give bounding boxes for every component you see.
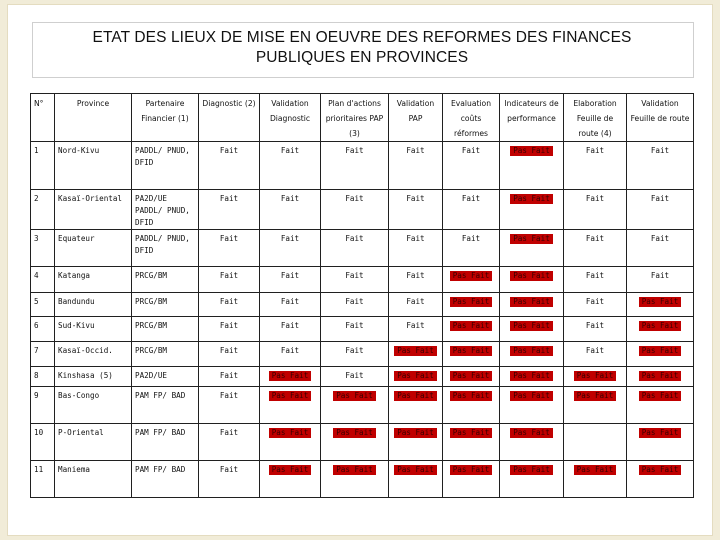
status-cell: [500, 230, 564, 267]
status-not-done-badge: Pas Fait: [510, 391, 553, 401]
status-cell: [321, 190, 389, 230]
status-cell: [260, 230, 321, 267]
col-header-num: N°: [31, 94, 55, 142]
status-cell: [627, 293, 694, 317]
status-done-text: Fait: [219, 391, 239, 400]
status-cell: [260, 267, 321, 293]
partner-name: PA2D/UE: [132, 367, 199, 387]
status-not-done-badge: Pas Fait: [639, 428, 682, 438]
status-not-done-badge: Pas Fait: [450, 465, 493, 475]
status-not-done-badge: Pas Fait: [639, 297, 682, 307]
partner-name: PAM FP/ BAD: [132, 461, 199, 498]
status-done-text: Fait: [219, 297, 239, 306]
page-title: [32, 28, 692, 68]
status-cell: [389, 317, 443, 342]
status-done-text: Fait: [219, 321, 239, 330]
status-not-done-badge: Pas Fait: [639, 321, 682, 331]
status-done-text: Fait: [219, 465, 239, 474]
status-cell: [199, 142, 260, 190]
status-cell: [627, 230, 694, 267]
status-cell: [443, 387, 500, 424]
status-done-text: Fait: [280, 321, 300, 330]
status-not-done-badge: Pas Fait: [510, 371, 553, 381]
partner-name: PRCG/BM: [132, 267, 199, 293]
status-cell: [564, 267, 627, 293]
status-cell: [443, 342, 500, 367]
title-line-1: ETAT DES LIEUX DE MISE EN OEUVRE DES REFORMES DES FINANCES: [92, 29, 632, 46]
col-header-indicateurs: Indicateurs de performance: [500, 94, 564, 142]
status-done-text: Fait: [461, 234, 481, 243]
partner-name: PAM FP/ BAD: [132, 424, 199, 461]
row-number: 2: [31, 190, 55, 230]
partner-name: PADDL/ PNUD, DFID: [132, 142, 199, 190]
status-done-text: Fait: [280, 146, 300, 155]
row-number: 4: [31, 267, 55, 293]
status-cell: [321, 230, 389, 267]
province-name: Maniema: [55, 461, 132, 498]
partner-name: PRCG/BM: [132, 293, 199, 317]
status-done-text: Fait: [345, 321, 364, 330]
status-done-text: Fait: [585, 297, 605, 306]
status-done-text: Fait: [219, 371, 239, 380]
status-not-done-badge: Pas Fait: [639, 391, 682, 401]
status-done-text: Fait: [461, 146, 481, 155]
status-done-text: Fait: [219, 271, 239, 280]
status-not-done-badge: Pas Fait: [510, 346, 553, 356]
status-not-done-badge: Pas Fait: [510, 146, 553, 156]
col-header-validation-pap: Validation PAP: [389, 94, 443, 142]
status-done-text: Fait: [345, 146, 364, 155]
status-not-done-badge: Pas Fait: [450, 371, 493, 381]
status-cell: [389, 190, 443, 230]
table-row: [31, 317, 694, 342]
status-not-done-badge: Pas Fait: [574, 391, 617, 401]
status-not-done-badge: Pas Fait: [450, 428, 493, 438]
status-cell: [564, 142, 627, 190]
row-number: 9: [31, 387, 55, 424]
status-cell: [321, 387, 389, 424]
province-name: Katanga: [55, 267, 132, 293]
status-cell: [260, 342, 321, 367]
status-cell: [389, 293, 443, 317]
status-not-done-badge: Pas Fait: [510, 194, 553, 204]
status-cell: [564, 424, 627, 461]
status-cell: [321, 461, 389, 498]
status-done-text: Fait: [345, 297, 364, 306]
status-cell: [500, 461, 564, 498]
status-cell: [627, 267, 694, 293]
status-not-done-badge: Pas Fait: [510, 321, 553, 331]
status-not-done-badge: Pas Fait: [574, 371, 617, 381]
col-header-partner: Partenaire Financier (1): [132, 94, 199, 142]
status-not-done-badge: Pas Fait: [574, 465, 617, 475]
table-row: [31, 293, 694, 317]
status-cell: [321, 267, 389, 293]
status-not-done-badge: Pas Fait: [510, 428, 553, 438]
col-header-province: Province: [55, 94, 132, 142]
status-cell: [389, 424, 443, 461]
status-done-text: Fait: [585, 194, 605, 203]
status-cell: [627, 387, 694, 424]
status-cell: [260, 424, 321, 461]
status-not-done-badge: Pas Fait: [394, 371, 437, 381]
status-cell: [500, 267, 564, 293]
status-cell: [321, 142, 389, 190]
status-done-text: Fait: [345, 234, 364, 243]
status-done-text: Fait: [650, 146, 670, 155]
status-cell: [443, 190, 500, 230]
partner-name: PADDL/ PNUD, DFID: [132, 230, 199, 267]
status-cell: [199, 367, 260, 387]
status-cell: [321, 317, 389, 342]
status-cell: [443, 230, 500, 267]
status-cell: [500, 317, 564, 342]
status-done-text: Fait: [585, 346, 605, 355]
status-cell: [564, 317, 627, 342]
status-not-done-badge: Pas Fait: [333, 428, 376, 438]
row-number: 8: [31, 367, 55, 387]
province-name: P-Oriental: [55, 424, 132, 461]
province-name: Nord-Kivu: [55, 142, 132, 190]
status-done-text: Fait: [280, 234, 300, 243]
status-cell: [199, 190, 260, 230]
status-done-text: Fait: [585, 234, 605, 243]
status-done-text: Fait: [406, 234, 425, 243]
status-cell: [500, 142, 564, 190]
status-cell: [199, 461, 260, 498]
status-cell: [500, 367, 564, 387]
province-name: Bas-Congo: [55, 387, 132, 424]
status-done-text: Fait: [219, 194, 239, 203]
status-cell: [199, 267, 260, 293]
status-cell: [627, 342, 694, 367]
row-number: 11: [31, 461, 55, 498]
status-done-text: Fait: [406, 321, 425, 330]
province-name: Kasaï-Occid.: [55, 342, 132, 367]
status-done-text: Fait: [345, 346, 364, 355]
status-not-done-badge: Pas Fait: [450, 391, 493, 401]
partner-name: PRCG/BM: [132, 342, 199, 367]
status-cell: [443, 424, 500, 461]
status-cell: [260, 461, 321, 498]
status-done-text: Fait: [406, 194, 425, 203]
col-header-feuille-route: Elaboration Feuille de route (4): [564, 94, 627, 142]
reforms-table: [30, 93, 694, 498]
status-not-done-badge: Pas Fait: [394, 346, 437, 356]
status-cell: [389, 367, 443, 387]
status-cell: [199, 317, 260, 342]
status-cell: [564, 342, 627, 367]
status-cell: [443, 142, 500, 190]
status-done-text: Fait: [219, 428, 239, 437]
status-cell: [199, 293, 260, 317]
status-not-done-badge: Pas Fait: [450, 346, 493, 356]
status-not-done-badge: Pas Fait: [450, 321, 493, 331]
status-cell: [500, 293, 564, 317]
status-cell: [443, 367, 500, 387]
partner-name: PA2D/UE PADDL/ PNUD, DFID: [132, 190, 199, 230]
status-cell: [443, 461, 500, 498]
status-done-text: Fait: [406, 271, 425, 280]
status-done-text: Fait: [461, 194, 481, 203]
status-not-done-badge: Pas Fait: [394, 465, 437, 475]
status-cell: [500, 190, 564, 230]
status-not-done-badge: Pas Fait: [394, 391, 437, 401]
status-done-text: Fait: [345, 371, 364, 380]
status-cell: [627, 461, 694, 498]
status-cell: [627, 424, 694, 461]
row-number: 1: [31, 142, 55, 190]
status-cell: [321, 293, 389, 317]
status-cell: [500, 342, 564, 367]
table-row: [31, 461, 694, 498]
status-not-done-badge: Pas Fait: [269, 371, 312, 381]
province-name: Kinshasa (5): [55, 367, 132, 387]
table-row: [31, 190, 694, 230]
status-done-text: Fait: [406, 297, 425, 306]
status-done-text: Fait: [219, 234, 239, 243]
status-not-done-badge: Pas Fait: [510, 465, 553, 475]
row-number: 6: [31, 317, 55, 342]
status-cell: [389, 267, 443, 293]
status-not-done-badge: Pas Fait: [450, 297, 493, 307]
col-header-validation-diagnostic: Validation Diagnostic: [260, 94, 321, 142]
status-cell: [260, 142, 321, 190]
table-header-row: [31, 94, 694, 142]
status-not-done-badge: Pas Fait: [269, 428, 312, 438]
status-done-text: Fait: [650, 271, 670, 280]
table-row: [31, 230, 694, 267]
province-name: Kasaï-Oriental: [55, 190, 132, 230]
partner-name: PAM FP/ BAD: [132, 387, 199, 424]
status-cell: [199, 424, 260, 461]
province-name: Bandundu: [55, 293, 132, 317]
status-cell: [321, 367, 389, 387]
col-header-diagnostic: Diagnostic (2): [199, 94, 260, 142]
status-cell: [260, 190, 321, 230]
row-number: 3: [31, 230, 55, 267]
status-cell: [564, 230, 627, 267]
status-done-text: Fait: [219, 346, 239, 355]
status-cell: [627, 190, 694, 230]
title-line-2: PUBLIQUES EN PROVINCES: [255, 49, 469, 66]
status-cell: [389, 387, 443, 424]
status-cell: [564, 461, 627, 498]
status-done-text: Fait: [280, 271, 300, 280]
row-number: 10: [31, 424, 55, 461]
status-cell: [389, 230, 443, 267]
status-done-text: Fait: [650, 234, 670, 243]
status-cell: [564, 293, 627, 317]
status-not-done-badge: Pas Fait: [639, 346, 682, 356]
row-number: 7: [31, 342, 55, 367]
status-done-text: Fait: [219, 146, 239, 155]
status-cell: [564, 190, 627, 230]
status-cell: [199, 387, 260, 424]
table-row: [31, 142, 694, 190]
status-not-done-badge: Pas Fait: [639, 465, 682, 475]
status-done-text: Fait: [585, 271, 605, 280]
row-number: 5: [31, 293, 55, 317]
status-cell: [260, 317, 321, 342]
status-cell: [564, 387, 627, 424]
table-row: [31, 267, 694, 293]
status-cell: [199, 342, 260, 367]
col-header-pap: Plan d'actions prioritaires PAP (3): [321, 94, 389, 142]
status-not-done-badge: Pas Fait: [450, 271, 493, 281]
col-header-evaluation-couts: Evaluation coûts réformes: [443, 94, 500, 142]
table-row: [31, 424, 694, 461]
status-cell: [627, 367, 694, 387]
status-not-done-badge: Pas Fait: [269, 391, 312, 401]
partner-name: PRCG/BM: [132, 317, 199, 342]
status-cell: [627, 142, 694, 190]
status-cell: [321, 342, 389, 367]
status-cell: [321, 424, 389, 461]
status-not-done-badge: Pas Fait: [510, 234, 553, 244]
province-name: Sud-Kivu: [55, 317, 132, 342]
status-not-done-badge: Pas Fait: [510, 271, 553, 281]
status-not-done-badge: Pas Fait: [394, 428, 437, 438]
status-cell: [199, 230, 260, 267]
table-row: [31, 367, 694, 387]
table-row: [31, 342, 694, 367]
status-done-text: Fait: [585, 146, 605, 155]
status-cell: [443, 267, 500, 293]
status-done-text: Fait: [345, 271, 364, 280]
status-cell: [260, 387, 321, 424]
status-done-text: Fait: [280, 297, 300, 306]
status-cell: [260, 293, 321, 317]
status-cell: [443, 293, 500, 317]
status-done-text: Fait: [650, 194, 670, 203]
status-cell: [500, 424, 564, 461]
status-done-text: Fait: [406, 146, 425, 155]
status-cell: [260, 367, 321, 387]
province-name: Equateur: [55, 230, 132, 267]
status-not-done-badge: Pas Fait: [639, 371, 682, 381]
table-row: [31, 387, 694, 424]
col-header-validation-feuille: Validation Feuille de route: [627, 94, 694, 142]
status-cell: [443, 317, 500, 342]
status-cell: [500, 387, 564, 424]
status-cell: [564, 367, 627, 387]
status-done-text: Fait: [585, 321, 605, 330]
status-not-done-badge: Pas Fait: [510, 297, 553, 307]
status-done-text: Fait: [280, 346, 300, 355]
status-done-text: Fait: [345, 194, 364, 203]
status-cell: [627, 317, 694, 342]
status-cell: [389, 461, 443, 498]
status-cell: [389, 342, 443, 367]
status-not-done-badge: Pas Fait: [269, 465, 312, 475]
status-cell: [389, 142, 443, 190]
status-not-done-badge: Pas Fait: [333, 465, 376, 475]
status-done-text: Fait: [280, 194, 300, 203]
status-not-done-badge: Pas Fait: [333, 391, 376, 401]
